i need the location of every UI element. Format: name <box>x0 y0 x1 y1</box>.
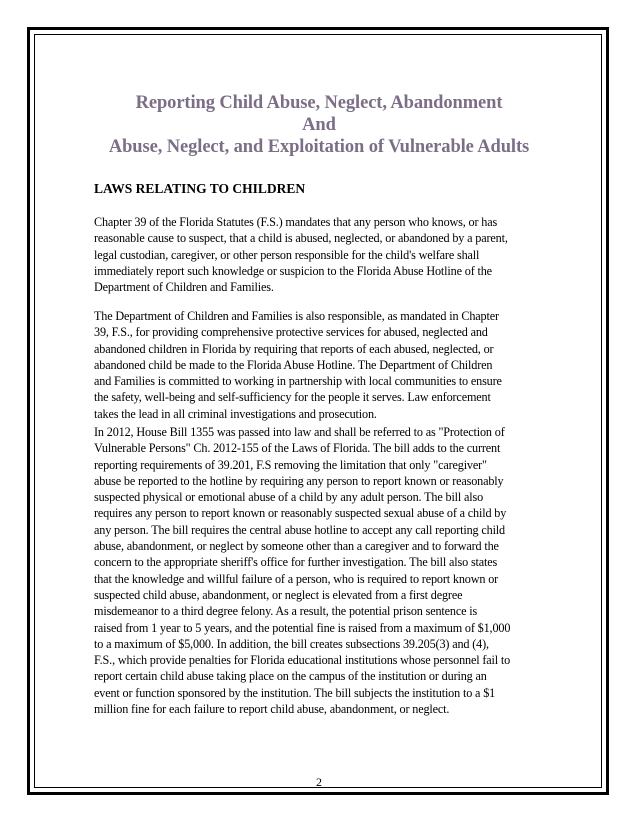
paragraph-line: abandoned child be made to the Florida Abuse Hotline. The Department of Children <box>94 357 493 372</box>
title-line-2: And <box>302 115 336 135</box>
paragraph-line: In 2012, House Bill 1355 was passed into law and shall be referred to as "Protection of <box>94 425 505 439</box>
paragraph-line: F.S., which provide penalties for Florida educational institutions whose personnel fail to <box>94 653 511 668</box>
paragraph-line: legal custodian, caregiver, or other person responsible for the child's welfare shall <box>94 247 480 262</box>
paragraph-line: to a maximum of $5,000. In addition, the bill creates subsections 39.205(3) and (4), <box>94 636 489 651</box>
paragraph-line: event or function sponsored by the institution. The bill subjects the institution to a $1 <box>94 685 496 700</box>
paragraph-line: misdemeanor to a third degree felony. As a result, the potential prison sentence is <box>94 604 478 619</box>
paragraph-line: any person. The bill requires the central abuse hotline to accept any call reporting child <box>94 522 505 537</box>
paragraph-line: Vulnerable Persons" Ch. 2012-155 of the Laws of Florida. The bill adds to the current <box>94 441 501 456</box>
paragraph-line: The Department of Children and Families is also responsible, as mandated in Chapter <box>94 309 499 323</box>
paragraph-line: abuse be reported to the hotline by requiring any person to report known or reasonably <box>94 473 504 488</box>
paragraph-line: abuse, abandonment, or neglect by someone other than a caregiver and to forward the <box>94 539 499 554</box>
section-heading: LAWS RELATING TO CHILDREN <box>94 181 306 196</box>
paragraph-line: 39, F.S., for providing comprehensive protective services for abused, neglected and <box>94 325 488 340</box>
paragraph-1 <box>94 214 574 295</box>
paragraph-line: takes the lead in all criminal investigations and prosecution. <box>94 406 377 421</box>
page-number: 2 <box>316 775 322 789</box>
paragraph-line: requires any person to report known or reasonably suspected sexual abuse of a child by <box>94 506 507 521</box>
paragraph-2 <box>94 308 574 422</box>
paragraph-line: reasonable cause to suspect, that a child is abused, neglected, or abandoned by a parent, <box>94 231 508 246</box>
paragraph-line: and Families is committed to working in partnership with local communities to ensure <box>94 374 502 389</box>
paragraph-line: abandoned children in Florida by requiring that reports of each abused, neglected, or <box>94 341 494 356</box>
paragraph-line: that the knowledge and willful failure of a person, who is required to report known or <box>94 571 499 586</box>
paragraph-line: the safety, well-being and self-sufficiency for the people it serves. Law enforcement <box>94 390 491 405</box>
title-line-3: Abuse, Neglect, and Exploitation of Vulnerable Adults <box>108 137 530 157</box>
document-title <box>60 92 578 158</box>
paragraph-line: suspected physical or emotional abuse of a child by any adult person. The bill also <box>94 490 484 505</box>
paragraph-line: reporting requirements of 39.201, F.S removing the limitation that only "caregiver" <box>94 457 487 472</box>
paragraph-line: Chapter 39 of the Florida Statutes (F.S.) mandates that any person who knows, or has <box>94 215 498 229</box>
paragraph-line: raised from 1 year to 5 years, and the potential fine is raised from a maximum of $1,000 <box>94 620 511 635</box>
paragraph-line: concern to the appropriate sheriff's office for further investigation. The bill also states <box>94 555 498 570</box>
title-line-1: Reporting Child Abuse, Neglect, Abandonment <box>135 93 503 113</box>
paragraph-3 <box>94 424 574 717</box>
paragraph-line: report certain child abuse taking place on the campus of the institution or during an <box>94 669 487 684</box>
paragraph-line: Department of Children and Families. <box>94 280 274 295</box>
paragraph-line: suspected child abuse, abandonment, or neglect is elevated from a first degree <box>94 587 463 602</box>
paragraph-line: immediately report such knowledge or suspicion to the Florida Abuse Hotline of the <box>94 263 492 278</box>
paragraph-line: million fine for each failure to report child abuse, abandonment, or neglect. <box>94 702 450 717</box>
